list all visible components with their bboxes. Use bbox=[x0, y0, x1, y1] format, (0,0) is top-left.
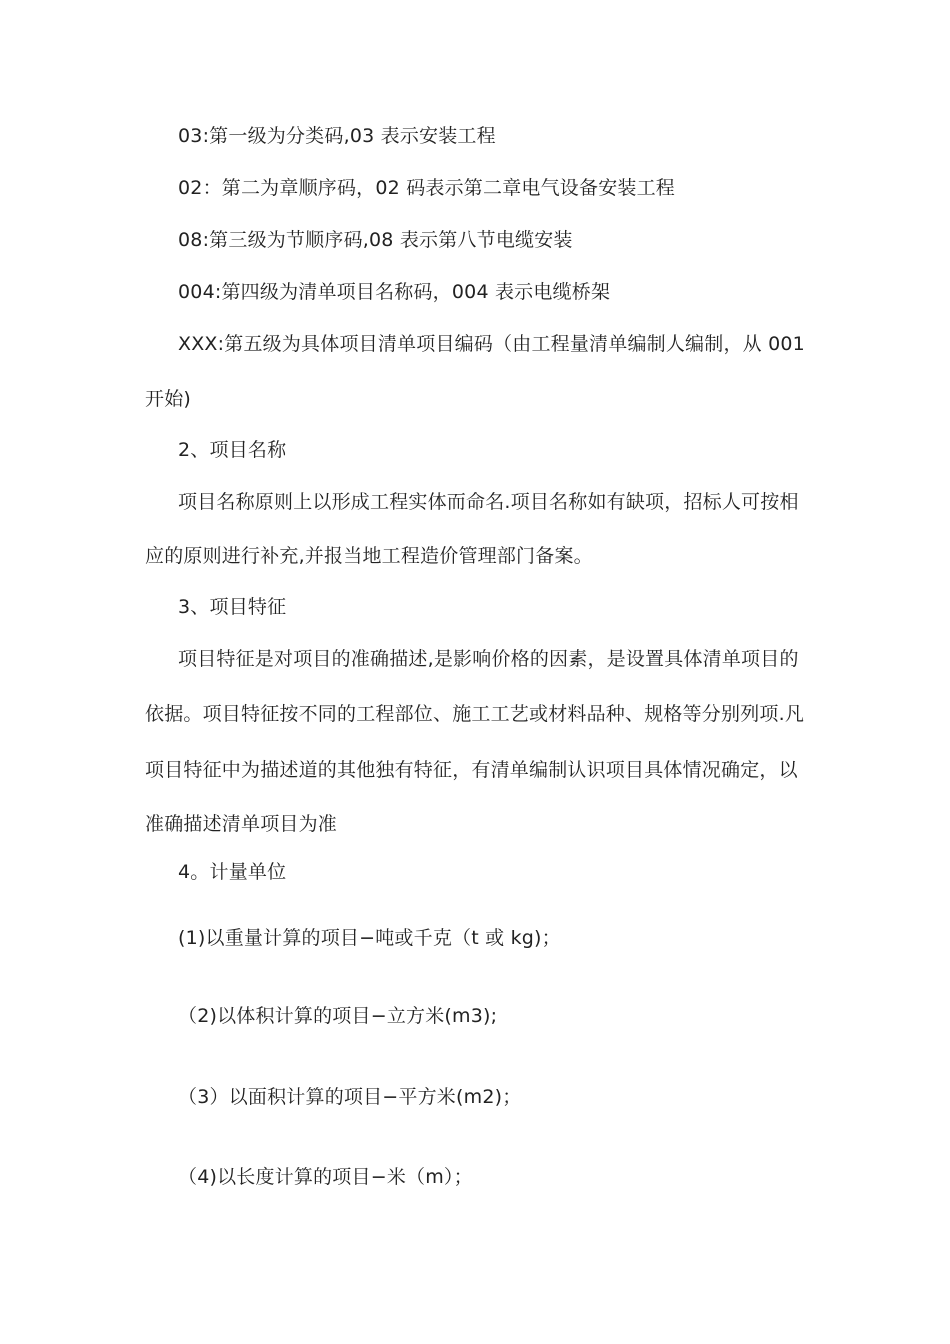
section-3-paragraph-line1: 项目特征是对项目的准确描述,是影响价格的因素，是设置具体清单项目的 bbox=[178, 648, 799, 670]
section-3-paragraph-line4: 准确描述清单项目为准 bbox=[145, 813, 338, 835]
coding-level-5-line1: XXX:第五级为具体项目清单项目编码（由工程量清单编制人编制，从 001 bbox=[178, 333, 805, 355]
coding-level-2: 02：第二为章顺序码，02 码表示第二章电气设备安装工程 bbox=[178, 177, 675, 199]
section-2-paragraph-line2: 应的原则进行补充,并报当地工程造价管理部门备案。 bbox=[145, 545, 593, 567]
section-3-paragraph-line3: 项目特征中为描述道的其他独有特征，有清单编制认识项目具体情况确定，以 bbox=[145, 759, 798, 781]
coding-level-1: 03:第一级为分类码,03 表示安装工程 bbox=[178, 125, 496, 147]
unit-item-volume: （2)以体积计算的项目−立方米(m3); bbox=[178, 1005, 498, 1027]
coding-level-5-line2: 开始) bbox=[145, 388, 192, 410]
section-4-heading: 4。计量单位 bbox=[178, 861, 287, 883]
coding-level-4: 004:第四级为清单项目名称码，004 表示电缆桥架 bbox=[178, 281, 611, 303]
unit-item-area: （3）以面积计算的项目−平方米(m2)； bbox=[178, 1086, 522, 1108]
section-2-heading: 2、项目名称 bbox=[178, 439, 287, 461]
section-3-heading: 3、项目特征 bbox=[178, 596, 287, 618]
coding-level-3: 08:第三级为节顺序码,08 表示第八节电缆安装 bbox=[178, 229, 573, 251]
section-2-paragraph-line1: 项目名称原则上以形成工程实体而命名.项目名称如有缺项，招标人可按相 bbox=[178, 491, 799, 513]
section-3-paragraph-line2: 依据。项目特征按不同的工程部位、施工工艺或材料品种、规格等分别列项.凡 bbox=[145, 703, 805, 725]
unit-item-weight: (1)以重量计算的项目−吨或千克（t 或 kg)； bbox=[178, 927, 561, 949]
unit-item-length: （4)以长度计算的项目−米（m）； bbox=[178, 1166, 473, 1188]
